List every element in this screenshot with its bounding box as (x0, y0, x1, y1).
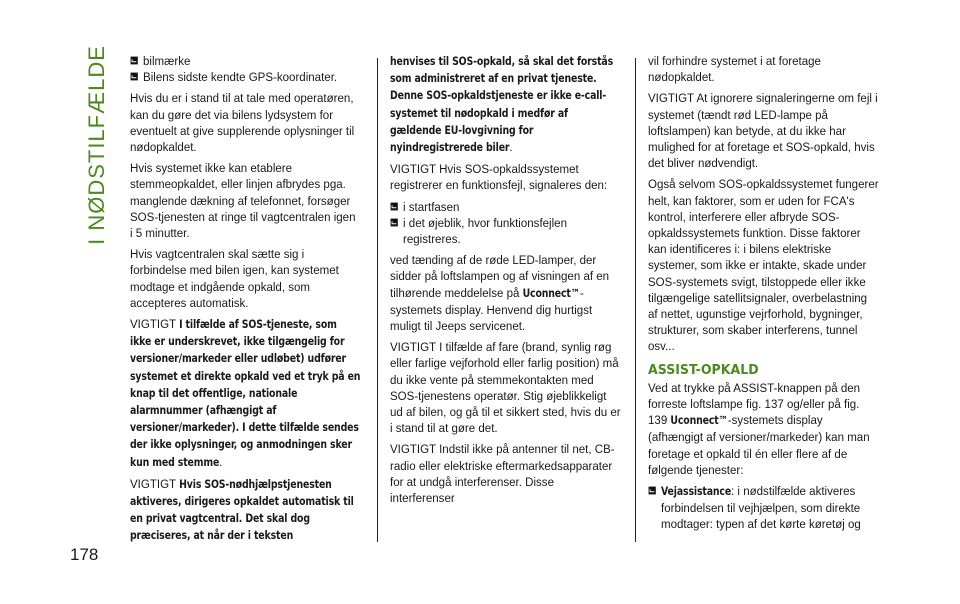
bullet-square-icon (390, 202, 398, 211)
bullet-square-icon (390, 218, 398, 227)
paragraph: Også selvom SOS-opkaldssystemet fungerer helt, kan faktorer, som er uden for FCA's kontrol, interferere eller afbryde SOS-opkaldssystemets funktion. Disse faktorer kan identificeres i: i bilens elektriske systemer, som ikke er intakte, skade under SOS-systemets svigt, tilstoppede eller ikke tilgængelige satellitsignaler, overbelastning af nettet, ugunstige vejrforhold, bygninger, strukturer, som skaber interferens, tunnel osv... (648, 177, 879, 354)
bullet-item: bilmærke (130, 53, 361, 69)
section-title: I NØDSTILFÆLDE (84, 45, 109, 245)
important-note: VIGTIGT Hvis SOS-nødhjælpstjenesten aktiveres, dirigeres opkaldet automatisk til en privat vagtcentral. Det skal dog præciseres, at når der i teksten (130, 476, 354, 543)
bullet-square-icon (130, 56, 138, 65)
bullet-square-icon (648, 486, 656, 495)
column-3 (648, 53, 879, 533)
paragraph: ved tænding af de røde LED-lamper, der sidder på loftslampen og af visningen af en tilhørende meddelelse på Uconnect™-systemets display. Henvend dig hurtigst muligt til Jeeps servicenet. (390, 253, 610, 334)
paragraph: Hvis du er i stand til at tale med operatøren, kan du gøre det via bilens lydsystem for eventuelt at give supplerende oplysninger til nødopkaldet. (130, 91, 355, 155)
page-number: 178 (70, 545, 99, 564)
important-note-continued: henvises til SOS-opkald, så skal det forstås som administreret af en privat tjeneste. Denne SOS-opkaldstjeneste er ikke e-call-systemet til nødopkald i medfør af gældende EU-lovgivning for nyindregistrerede biler. (390, 55, 614, 155)
bullet-item: Vejassistance: i nødstilfælde aktiveres forbindelsen til vejhjælpen, som direkte modtager: typen af det kørte køretøj og (648, 483, 879, 533)
paragraph: VIGTIGT Hvis SOS-opkaldssystemet registrerer en funktionsfejl, signaleres den: (390, 162, 608, 193)
paragraph: Hvis systemet ikke kan etablere stemmeopkaldet, eller linjen afbrydes pga. manglende dækning af telefonnet, forsøger SOS-tjenesten at ringe til vagtcentralen igen i 5 minutter. (130, 161, 356, 241)
bullet-item: i startfasen (390, 199, 621, 215)
paragraph: Hvis vagtcentralen skal sætte sig i forbindelse med bilen igen, kan systemet modtage et indgående opkald, som accepteres automatisk. (130, 247, 339, 310)
column-divider (377, 58, 378, 542)
important-note: VIGTIGT I tilfælde af SOS-tjeneste, som ikke er underskrevet, ikke tilgængelig for versioner/markeder eller udløbet) udfører systemet et direkte opkald ved et tryk på en knap til det offentlige, nationale alarmnummer (afhængigt af versioner/markeder). I dette tilfælde sendes der ikke oplysninger, og anmodningen sker kun med stemme. (130, 317, 361, 469)
column-divider (635, 58, 636, 542)
paragraph: VIGTIGT At ignorere signaleringerne om fejl i systemet (tændt rød LED-lampe på loftslampen) kan betyde, at du ikke har mulighed for at foretage et SOS-opkald, hvis det bliver nødvendigt. (648, 91, 878, 171)
bullet-item: i det øjeblik, hvor funktionsfejlen registreres. (390, 215, 621, 247)
bullet-square-icon (130, 72, 138, 81)
bullet-item: Bilens sidste kendte GPS-koordinater. (130, 69, 361, 85)
paragraph: Ved at trykke på ASSIST-knappen på den forreste loftslampe fig. 137 og/eller på fig. 139 Uconnect™-systemets display (afhængigt af versioner/markeder) kan man foretage et opkald til én eller flere af de følgende tjenester: (648, 380, 870, 477)
column-2 (390, 53, 621, 511)
paragraph: vil forhindre systemet i at foretage nødopkaldet. (648, 54, 821, 85)
column-1 (130, 53, 361, 550)
section-heading: ASSIST-OPKALD (648, 361, 759, 378)
paragraph: VIGTIGT Indstil ikke på antenner til net, CB-radio eller elektriske eftermarkedsapparater for at undgå interferenser. Disse interferenser (390, 442, 615, 506)
paragraph: VIGTIGT I tilfælde af fare (brand, synlig røg eller farlige vejforhold eller farlig position) må du ikke vente på stemmekontakten med SOS-tjenestens operatør. Stig øjeblikkeligt ud af bilen, og gå til et sikkert sted, hvis du er i stand til at gøre det. (390, 340, 621, 436)
